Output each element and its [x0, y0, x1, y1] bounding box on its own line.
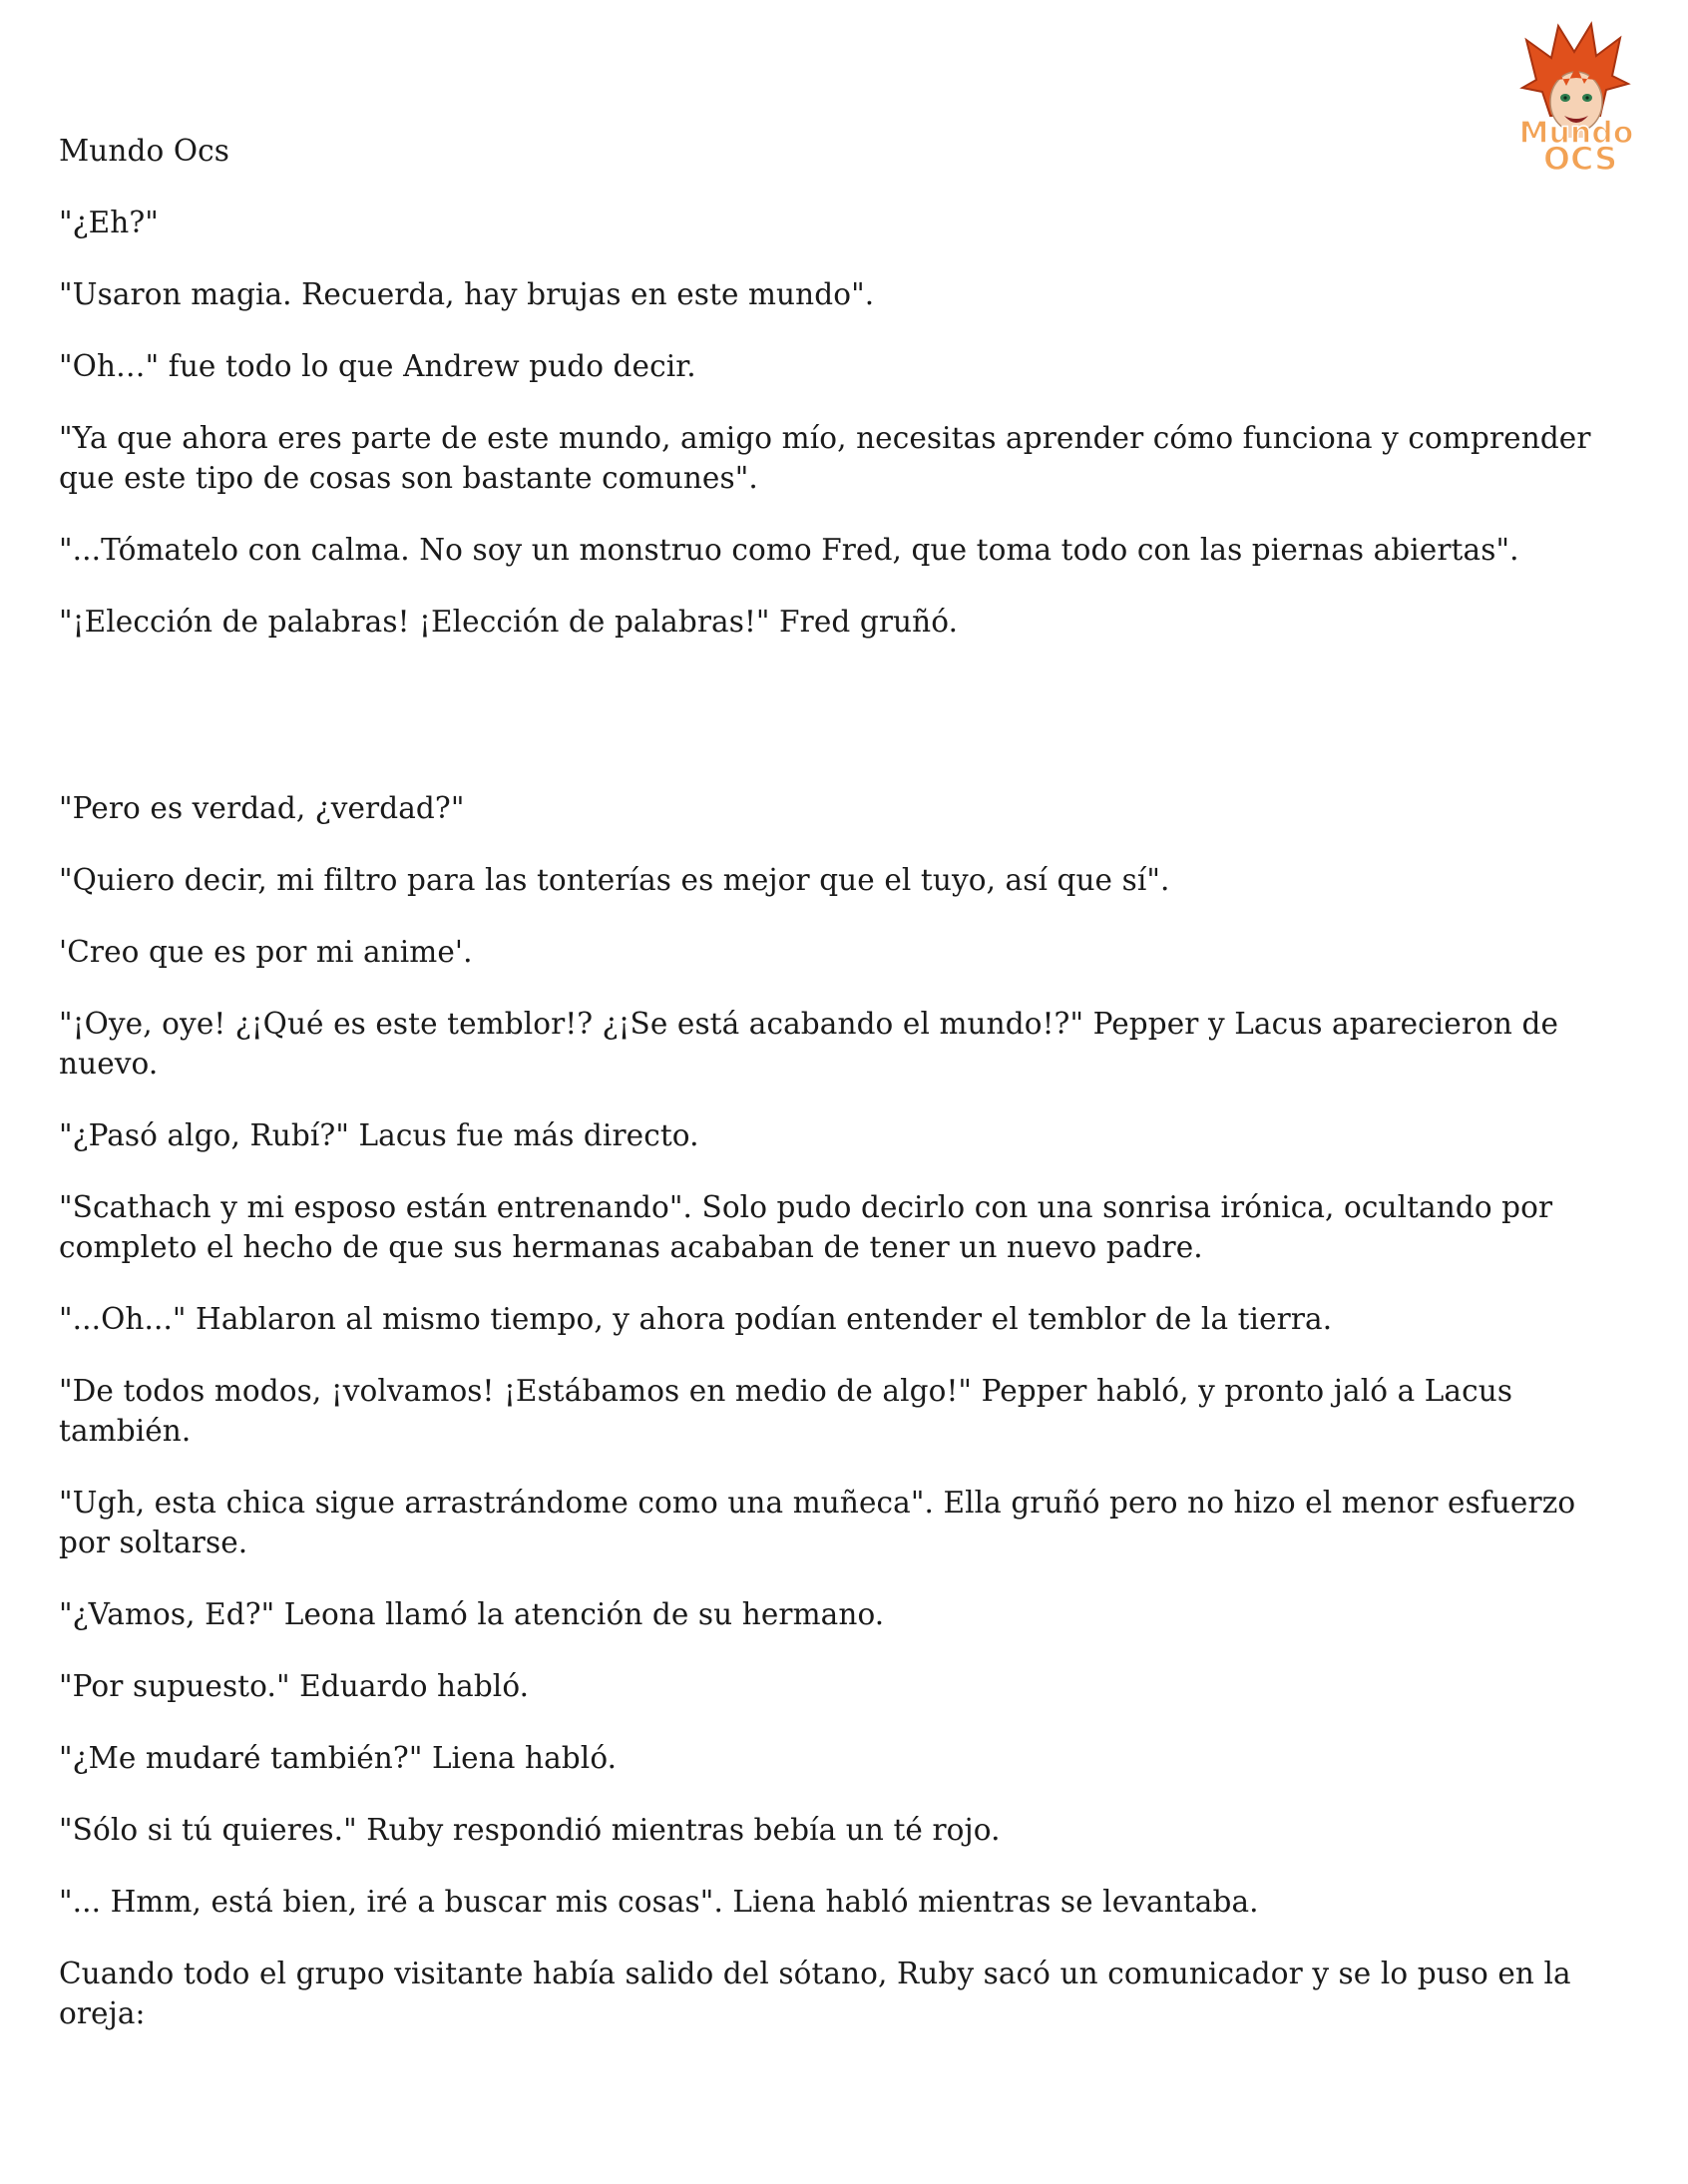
paragraph: 'Creo que es por mi anime'.: [59, 935, 473, 969]
paragraph: "Pero es verdad, ¿verdad?": [59, 791, 465, 825]
paragraph: "De todos modos, ¡volvamos! ¡Estábamos en medio de algo!" Pepper habló, y pronto jaló a Lacus también.: [59, 1374, 1513, 1448]
paragraph: "Scathach y mi esposo están entrenando". Solo pudo decirlo con una sonrisa irónica, ocultando por completo el hecho de que sus hermanas acababan de tener un nuevo padre.: [59, 1190, 1553, 1264]
paragraph: "¿Me mudaré también?" Liena habló.: [59, 1741, 618, 1775]
paragraph: "¿Eh?": [59, 206, 159, 239]
paragraph: Cuando todo el grupo visitante había salido del sótano, Ruby sacó un comunicador y se lo puso en la oreja:: [59, 1957, 1571, 2030]
paragraph: "Quiero decir, mi filtro para las tonterías es mejor que el tuyo, así que sí".: [59, 863, 1170, 897]
paragraph: "...Oh..." Hablaron al mismo tiempo, y ahora podían entender el temblor de la tierra.: [59, 1302, 1333, 1336]
paragraph: "Por supuesto." Eduardo habló.: [59, 1669, 530, 1703]
paragraph: "Oh…" fue todo lo que Andrew pudo decir.: [59, 349, 696, 383]
paragraph: "Sólo si tú quieres." Ruby respondió mientras bebía un té rojo.: [59, 1813, 1001, 1847]
svg-text:OCS: OCS: [1542, 140, 1618, 178]
paragraph: "¿Pasó algo, Rubí?" Lacus fue más directo.: [59, 1118, 699, 1152]
paragraph: "Usaron magia. Recuerda, hay brujas en este mundo".: [59, 277, 875, 311]
paragraph: "Ya que ahora eres parte de este mundo, amigo mío, necesitas aprender cómo funciona y comprender que este tipo de cosas son bastante comunes".: [59, 421, 1591, 495]
paragraph: "Ugh, esta chica sigue arrastrándome como una muñeca". Ella gruñó pero no hizo el menor esfuerzo por soltarse.: [59, 1486, 1576, 1559]
paragraph: "...Tómatelo con calma. No soy un monstruo como Fred, que toma todo con las piernas abiertas".: [59, 533, 1519, 567]
paragraph: "... Hmm, está bien, iré a buscar mis cosas". Liena habló mientras se levantaba.: [59, 1885, 1259, 1919]
site-title: Mundo Ocs: [59, 134, 229, 168]
paragraph: "¡Oye, oye! ¿¡Qué es este temblor!? ¿¡Se está acabando el mundo!?" Pepper y Lacus aparecieron de nuevo.: [59, 1007, 1559, 1081]
paragraph: "¿Vamos, Ed?" Leona llamó la atención de su hermano.: [59, 1597, 885, 1631]
document-body: [59, 131, 1625, 2065]
paragraph: "¡Elección de palabras! ¡Elección de palabras!" Fred gruñó.: [59, 605, 959, 639]
svg-text:Mundo: Mundo: [1518, 116, 1634, 151]
